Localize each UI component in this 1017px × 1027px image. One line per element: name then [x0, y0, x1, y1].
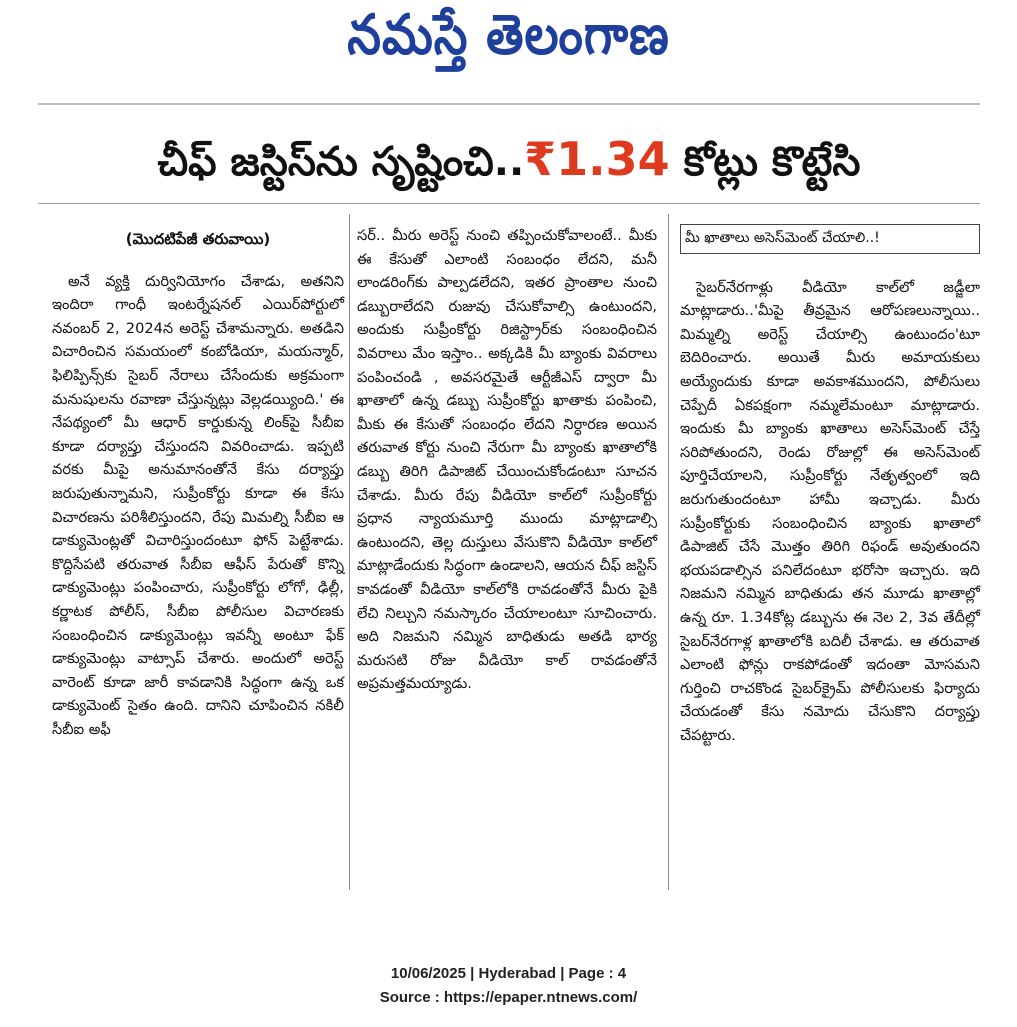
headline-text-end: కోట్లు కొట్టేసి: [669, 139, 861, 185]
headline-text: చీఫ్ జస్టిస్‌ను సృష్టించి..: [157, 139, 525, 185]
column-divider: [668, 214, 669, 890]
column-2-text: సర్.. మీరు అరెస్ట్ నుంచి తప్పించుకోవాలంటే.. మీకు ఈ కేసుతో ఎలాంటి సంబంధం లేదని, మనీ లాండరింగ్‌కు పాల్పడలేదని, ఇతర ప్రాంతాల నుంచి డబ్బురాలేదని రుజువు చేసుకోవాల్సి ఉంటుందని, అందుకు సుప్రీంకోర్టు రిజిస్ట్రార్‌కు సంబంధించిన వివరాలు మేం ఇస్తాం.. అక్కడికి మీ బ్యాంకు వివరాలు పంపించండి , అవసరమైతే ఆర్టీజీఎస్ ద్వారా మీ ఖాతాలో ఉన్న డబ్బు సుప్రీంకోర్టు ఖాతాకు పంపించి, మీకు ఈ కేసుతో సంబంధం లేదని నిర్ధారణ అయిన తరువాత కోర్టు నుంచి నేరుగా మీ బ్యాంకు ఖాతాలోకి డబ్బు తిరిగి డిపాజిట్ చేయించుకోండంటూ సూచన చేశాడు. మీరు రేపు వీడియో కాల్‌లో సుప్రీంకోర్టు ప్రధాన న్యాయమూర్తి ముందు మాట్లాడాల్సి ఉంటుందని, తెల్ల దుస్తులు వేసుకొని వీడియో కాల్‌లో మాట్లాడేందుకు సిద్ధంగా ఉండాలని, ఆయన చీఫ్ జస్టిస్ కావడంతో వీడియో కాల్‌లోకి రావడంతోనే మీరు పైకి లేచి నిల్చుని నమస్కారం చేయాలంటూ సూచించారు. అది నిజమని నమ్మిన బాధితుడు అతడి భార్య మరుసటి రోజు వీడియో కాల్ రావడంతోనే అప్రమత్తమయ్యాడు.: [357, 227, 657, 693]
footer-source: Source : https://epaper.ntnews.com/: [379, 989, 638, 1006]
headline-rule: [38, 203, 980, 204]
article-column-1: [52, 224, 344, 741]
subheading-box: మీ ఖాతాలు అసెస్‌మెంట్ చేయాలి..!: [680, 224, 980, 254]
top-rule: [38, 103, 980, 105]
masthead: [0, 2, 1017, 78]
continuation-tag: (మొదటిపేజీ తరువాయి): [125, 230, 271, 248]
article-column-3: [680, 224, 980, 747]
footer-dateline: 10/06/2025 | Hyderabad | Page : 4: [390, 965, 627, 982]
article-column-2: [357, 224, 657, 696]
headline: [30, 118, 988, 200]
column-3-text: సైబర్‌నేరగాళ్లు వీడియో కాల్‌లో జడ్జీలా మాట్లాడారు..'మీపై తీవ్రమైన ఆరోపణలున్నాయి.. మిమ్మల్ని అరెస్ట్ చేయాల్సి ఉంటుందం'టూ బెదిరించారు. అయితే మీరు అమాయకులు అయ్యేందుకు కూడా అవకాశముందని, పోలీసులు చెప్పేదీ ఏకపక్షంగా నమ్మలేమంటూ మాట్లాడారు. ఇందుకు మీ బ్యాంకు ఖాతాలు అసెస్‌మెంట్ చేస్తే సరిపోతుందని, రెండు రోజుల్లో ఈ అసెస్‌మెంట్ పూర్తిచేయాలని, సుప్రీంకోర్టు నేతృత్వంలో ఇది జరుగుతుందంటూ హామీ ఇచ్చాడు. మీరు సుప్రీంకోర్టుకు సంబంధించిన బ్యాంకు ఖాతాలో డిపాజిట్ చేసే మొత్తం తిరిగి రిఫండ్ అవుతుందని భయపడాల్సిన పనిలేదంటూ భరోసా ఇచ్చారు. ఇది నిజమని నమ్మిన బాధితుడు తన మూడు ఖాతాల్లో ఉన్న రూ. 1.34కోట్ల డబ్బును ఈ నెల 2, 3వ తేదీల్లో సైబర్‌నేరగాళ్ల ఖాతాలోకి బదిలీ చేశాడు. ఆ తరువాత ఎలాంటి ఫోన్లు రాకపోడంతో ఇదంతా మోసమని గుర్తించి రాచకొండ సైబర్‌క్రైమ్ పోలీసులకు ఫిర్యాదు చేయడంతో కేసు నమోదు చేసుకొని దర్యాప్తు చేపట్టారు.: [680, 278, 980, 744]
headline-amount: ₹1.34: [524, 132, 670, 186]
column-divider: [349, 214, 350, 890]
masthead-title: నమస్తే తెలంగాణ: [347, 2, 670, 68]
column-1-text: అనే వ్యక్తి దుర్వినియోగం చేశాడు, అతనిని ఇందిరా గాంధీ ఇంటర్నేషనల్ ఎయిర్‌పోర్టులో నవంబర్ 2, 2024న అరెస్ట్ చేశామన్నారు. అతడిని విచారించిన సమయంలో కంబోడియా, మయన్మార్, ఫిలిప్పిన్స్‌కు సైబర్ నేరాలు చేసేందుకు అక్రమంగా మనుషులను రవాణా చేస్తున్నట్లు వెల్లడయ్యింది.' ఈ నేపథ్యంలో మీ ఆధార్ కార్డుకున్న లింక్‌పై సీబీఐ కూడా దర్యాప్తు చేస్తుందని వివరించాడు. ఇప్పటి వరకు మీపై అనుమానంతోనే కేసు దర్యాప్తు జరుపుతున్నామని, సుప్రీంకోర్టు కూడా ఈ కేసు విచారణను పరిశీలిస్తుందని, రేపు మిమల్ని సీబీఐ ఆ డాక్యుమెంట్లతో విచారిస్తుందంటూ ఫోన్ పెట్టేశాడు. కొద్దిసేపటి తరువాత సీబీఐ ఆఫీస్ పేరుతో కొన్ని డాక్యుమెంట్లు పంపించారు, సుప్రీంకోర్టు లోగో, ఢిల్లీ, కర్ణాటక పోలీస్, సీబీఐ పోలీసుల విచారణకు సంబంధించిన డాక్యుమెంట్లు ఇవన్నీ అంటూ ఫేక్ డాక్యుమెంట్లు వాట్సాప్ చేశారు. అందులో అరెస్ట్ వారెంట్ కూడా జారీ కావడానికి సిద్ధంగా ఉన్న ఒక డాక్యుమెంట్ సైతం ఉంది. దానిని చూపించిన నకిలీ సీబీఐ అఫీ: [52, 272, 344, 738]
